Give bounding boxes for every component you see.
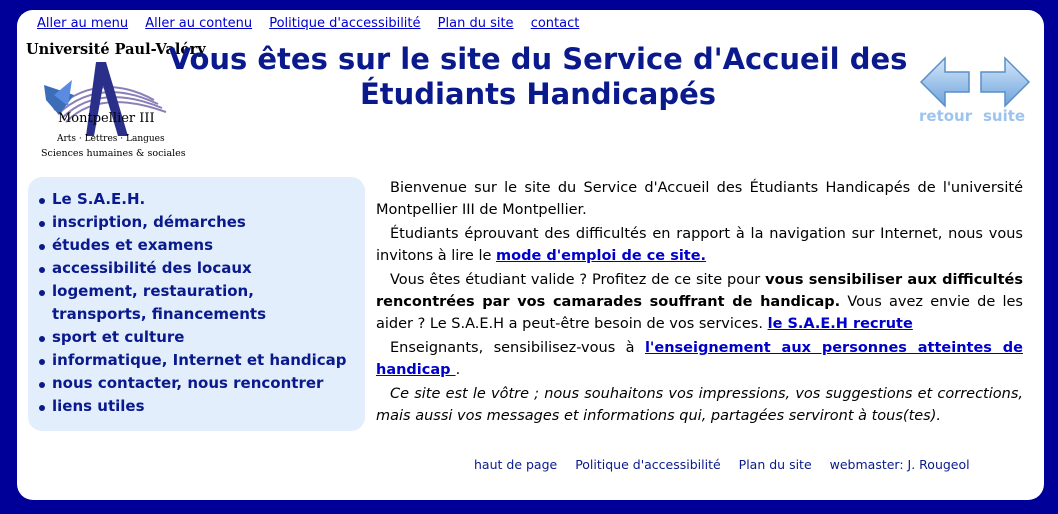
valid-students-paragraph	[376, 269, 1023, 335]
next-label[interactable]: suite	[983, 107, 1026, 125]
back-arrow-button[interactable]	[919, 56, 973, 112]
footer-sitemap-link[interactable]: Plan du site	[738, 457, 812, 472]
accessibility-policy-link[interactable]: Politique d'accessibilité	[269, 16, 421, 31]
sidebar-item-informatique[interactable]: informatique, Internet et handicap	[52, 349, 365, 372]
sidebar-item-inscription[interactable]: inscription, démarches	[52, 211, 365, 234]
sidebar-item-liens[interactable]: liens utiles	[52, 395, 365, 418]
arrow-right-icon	[977, 56, 1031, 108]
students-paragraph	[376, 223, 1023, 267]
sidebar-item-etudes[interactable]: études et examens	[52, 234, 365, 257]
skip-to-menu-link[interactable]: Aller au menu	[37, 16, 129, 31]
university-logo	[24, 40, 206, 165]
sidebar-item-logement[interactable]: logement, restauration, transports, financements	[52, 280, 337, 326]
welcome-paragraph: Bienvenue sur le site du Service d'Accueil des Étudiants Handicapés de l'université Montpellier III de Montpellier.	[376, 180, 1023, 218]
footer-links	[474, 457, 984, 472]
recruitment-link[interactable]: le S.A.E.H recrute	[767, 316, 913, 332]
top-navigation	[37, 16, 592, 31]
logo-tagline-1: Arts · Lettres · Langues	[57, 134, 165, 144]
valid-students-text: Vous êtes étudiant valide ? Profitez de ce site pour	[390, 272, 766, 288]
next-arrow-button[interactable]	[977, 56, 1031, 112]
contact-link[interactable]: contact	[530, 16, 580, 31]
footer-accessibility-link[interactable]: Politique d'accessibilité	[575, 457, 721, 472]
teachers-text: Enseignants, sensibilisez-vous à	[390, 340, 645, 356]
teachers-end: .	[455, 362, 461, 378]
skip-to-content-link[interactable]: Aller au contenu	[145, 16, 253, 31]
logo-tagline-2: Sciences humaines & sociales	[41, 148, 186, 159]
sitemap-link[interactable]: Plan du site	[437, 16, 514, 31]
sidebar-item-accessibilite[interactable]: accessibilité des locaux	[52, 257, 365, 280]
arrow-left-icon	[919, 56, 973, 108]
sidebar-menu	[28, 177, 365, 431]
sidebar-item-saeh[interactable]: Le S.A.E.H.	[52, 188, 365, 211]
user-guide-link[interactable]: mode d'emploi de ce site.	[496, 248, 707, 264]
feedback-paragraph: Ce site est le vôtre ; nous souhaitons vos impressions, vos suggestions et corrections, mais aussi vos messages et informations qui, partagées serviront à tous(tes).	[376, 386, 1023, 424]
back-label[interactable]: retour	[919, 107, 973, 125]
teaching-link[interactable]: l'enseignement aux personnes atteintes de handicap	[376, 340, 1023, 378]
page-title-line-2: Étudiants Handicapés	[359, 77, 717, 111]
teachers-paragraph	[376, 337, 1023, 381]
page-title-line-1: Vous êtes sur le site du Service d'Accueil des	[168, 42, 908, 76]
help-text: Vous avez envie de les aider ? Le S.A.E.H a peut-être besoin de vos services.	[376, 294, 1023, 332]
awareness-text: vous sensibiliser aux difficultés rencontrées par vos camarades souffrant de handicap.	[376, 272, 1023, 310]
students-text: Étudiants éprouvant des difficultés en rapport à la navigation sur Internet, nous vous invitons à lire le	[376, 226, 1023, 264]
logo-university-name: Université Paul-Valéry	[26, 41, 206, 58]
logo-campus-name: Montpellier III	[58, 111, 155, 126]
webmaster-link[interactable]: webmaster: J. Rougeol	[829, 457, 970, 472]
sidebar-item-sport[interactable]: sport et culture	[52, 326, 365, 349]
sidebar-item-contact[interactable]: nous contacter, nous rencontrer	[52, 372, 365, 395]
main-content	[376, 177, 1023, 429]
page-title	[168, 42, 908, 112]
back-to-top-link[interactable]: haut de page	[474, 457, 558, 472]
